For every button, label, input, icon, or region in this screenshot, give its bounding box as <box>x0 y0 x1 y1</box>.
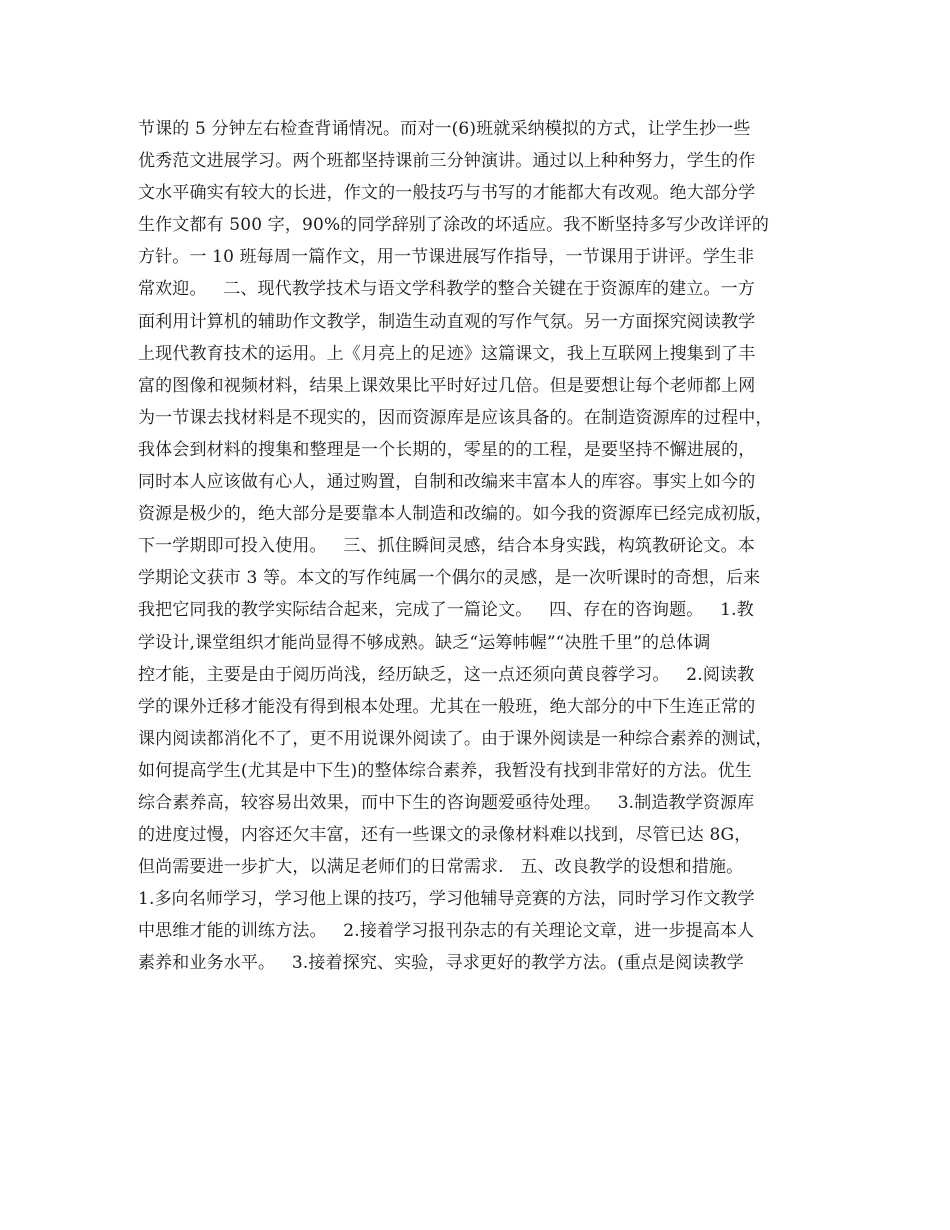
text-line: 学期论文获市 3 等。本文的写作纯属一个偶尔的灵感，是一次听课时的奇想，后来 <box>138 568 761 589</box>
text-line: 学的课外迁移才能没有得到根本处理。尤其在一般班，绝大部分的中下生连正常的 <box>138 696 756 717</box>
text-line: 我把它同我的教学实际结合起来，完成了一篇论文。 四、存在的咨询题。 1.教 <box>138 600 754 621</box>
text-line: 课内阅读都消化不了，更不用说课外阅读了。由于课外阅读是一种综合素养的测试， <box>138 728 773 749</box>
text-line: 面利用计算机的辅助作文教学，制造生动直观的写作气氛。另一方面探究阅读教学 <box>138 311 756 332</box>
text-line: 下一学期即可投入使用。 三、抓住瞬间灵感，结合本身实践，构筑教研论文。本 <box>138 536 755 557</box>
text-line: 素养和业务水平。 3.接着探究、实验，寻求更好的教学方法。(重点是阅读教学 <box>138 953 744 974</box>
text-line: 优秀范文进展学习。两个班都坚持课前三分钟演讲。通过以上种种努力，学生的作 <box>138 151 756 172</box>
text-line: 我体会到材料的搜集和整理是一个长期的，零星的的工程，是要坚持不懈进展的， <box>138 439 756 460</box>
text-line: 综合素养高，较容易出效果，而中下生的咨询题爱亟待处理。 3.制造教学资源库 <box>138 792 755 813</box>
text-line: 富的图像和视频材料，结果上课效果比平时好过几倍。但是要想让每个老师都上网 <box>138 375 756 396</box>
body-text <box>138 113 838 980</box>
text-line: 1.多向名师学习，学习他上课的技巧，学习他辅导竞赛的方法，同时学习作文教学 <box>138 889 755 910</box>
text-line: 如何提高学生(尤其是中下生)的整体综合素养，我暂没有找到非常好的方法。优生 <box>138 760 752 781</box>
text-line: 控才能，主要是由于阅历尚浅，经历缺乏，这一点还须向黄良蓉学习。 2.阅读教 <box>138 664 755 685</box>
text-line: 同时本人应该做有心人，通过购置，自制和改编来丰富本人的库容。事实上如今的 <box>138 472 756 493</box>
text-line: 中思维才能的训练方法。 2.接着学习报刊杂志的有关理论文章，进一步提高本人 <box>138 921 755 942</box>
text-line: 学设计,课堂组织才能尚显得不够成熟。缺乏“运筹帏幄”“决胜千里”的总体调 <box>138 632 711 653</box>
text-line: 的进度过慢，内容还欠丰富，还有一些课文的录像材料难以找到，尽管已达 8G， <box>138 825 752 846</box>
text-line: 节课的 5 分钟左右检查背诵情况。而对一(6)班就采纳模拟的方式，让学生抄一些 <box>138 119 751 139</box>
text-line: 资源是极少的，绝大部分是要靠本人制造和改编的。如今我的资源库已经完成初版， <box>138 504 773 525</box>
text-line: 方针。一 10 班每周一篇作文，用一节课进展写作指导，一节课用于讲评。学生非 <box>138 247 755 268</box>
text-line: 常欢迎。 二、现代教学技术与语文学科教学的整合关键在于资源库的建立。一方 <box>138 279 755 300</box>
text-line: 生作文都有 500 字，90%的同学辞别了涂改的坏适应。我不断坚持多写少改详评的 <box>138 215 770 236</box>
text-line: 为一节课去找材料是不现实的，因而资源库是应该具备的。在制造资源库的过程中， <box>138 407 773 428</box>
text-line: 文水平确实有较大的长进，作文的一般技巧与书写的才能都大有改观。绝大部分学 <box>138 183 756 204</box>
text-line: 但尚需要进一步扩大，以满足老师们的日常需求. 五、改良教学的设想和措施。 <box>138 857 744 878</box>
text-line: 上现代教育技术的运用。上《月亮上的足迹》这篇课文，我上互联网上搜集到了丰 <box>138 343 756 364</box>
